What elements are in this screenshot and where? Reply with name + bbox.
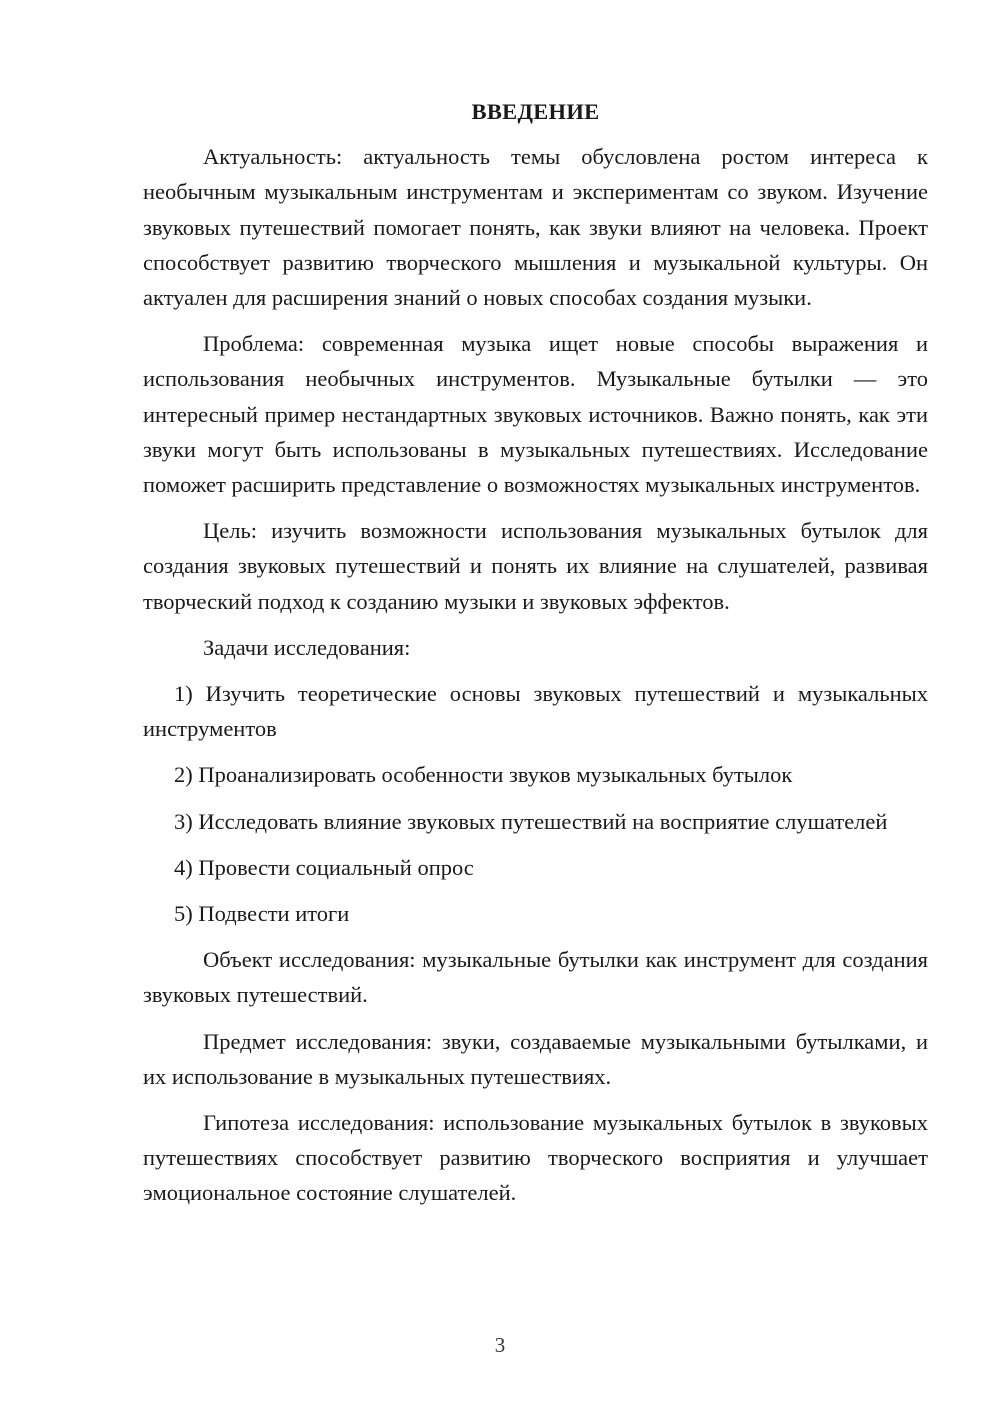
task-item-4: 4) Провести социальный опрос (174, 854, 474, 880)
document-page (143, 94, 928, 1222)
page-number: 3 (494, 1333, 506, 1357)
task-item-2: 2) Проанализировать особенности звуков музыкальных бутылок (174, 762, 793, 788)
task-item-3: 3) Исследовать влияние звуковых путешествий на восприятие слушателей (174, 808, 888, 834)
hypothesis-paragraph: Гипотеза исследования: использование музыкальных бутылок в звуковых путешествиях способствует развитию творческого восприятия и улучшает эмоциональное состояние слушателей. (143, 1110, 928, 1206)
object-paragraph: Объект исследования: музыкальные бутылки как инструмент для создания звуковых путешествий. (143, 947, 928, 1008)
tasks-heading: Задачи исследования: (203, 634, 411, 660)
task-item-5: 5) Подвести итоги (174, 901, 350, 927)
section-title: ВВЕДЕНИЕ (471, 99, 600, 124)
tasks-list (143, 676, 928, 931)
task-item-1: 1) Изучить теоретические основы звуковых путешествий и музыкальных инструментов (143, 681, 928, 742)
subject-paragraph: Предмет исследования: звуки, создаваемые музыкальными бутылками, и их использование в музыкальных путешествиях. (143, 1028, 928, 1089)
relevance-paragraph: Актуальность: актуальность темы обусловлена ростом интереса к необычным музыкальным инструментам и экспериментам со звуком. Изучение звуковых путешествий помогает понять, как звуки влияют на человека. Проект способствует развитию творческого мышления и музыкальной культуры. Он актуален для расширения знаний о новых способах создания музыки. (143, 144, 928, 311)
problem-paragraph: Проблема: современная музыка ищет новые способы выражения и использования необычных инструментов. Музыкальные бутылки — это интересный пример нестандартных звуковых источников. Важно понять, как эти звуки могут быть использованы в музыкальных путешествиях. Исследование поможет расширить представление о возможностях музыкальных инструментов. (143, 331, 928, 498)
goal-paragraph: Цель: изучить возможности использования музыкальных бутылок для создания звуковых путешествий и понять их влияние на слушателей, развивая творческий подход к созданию музыки и звуковых эффектов. (143, 518, 928, 614)
